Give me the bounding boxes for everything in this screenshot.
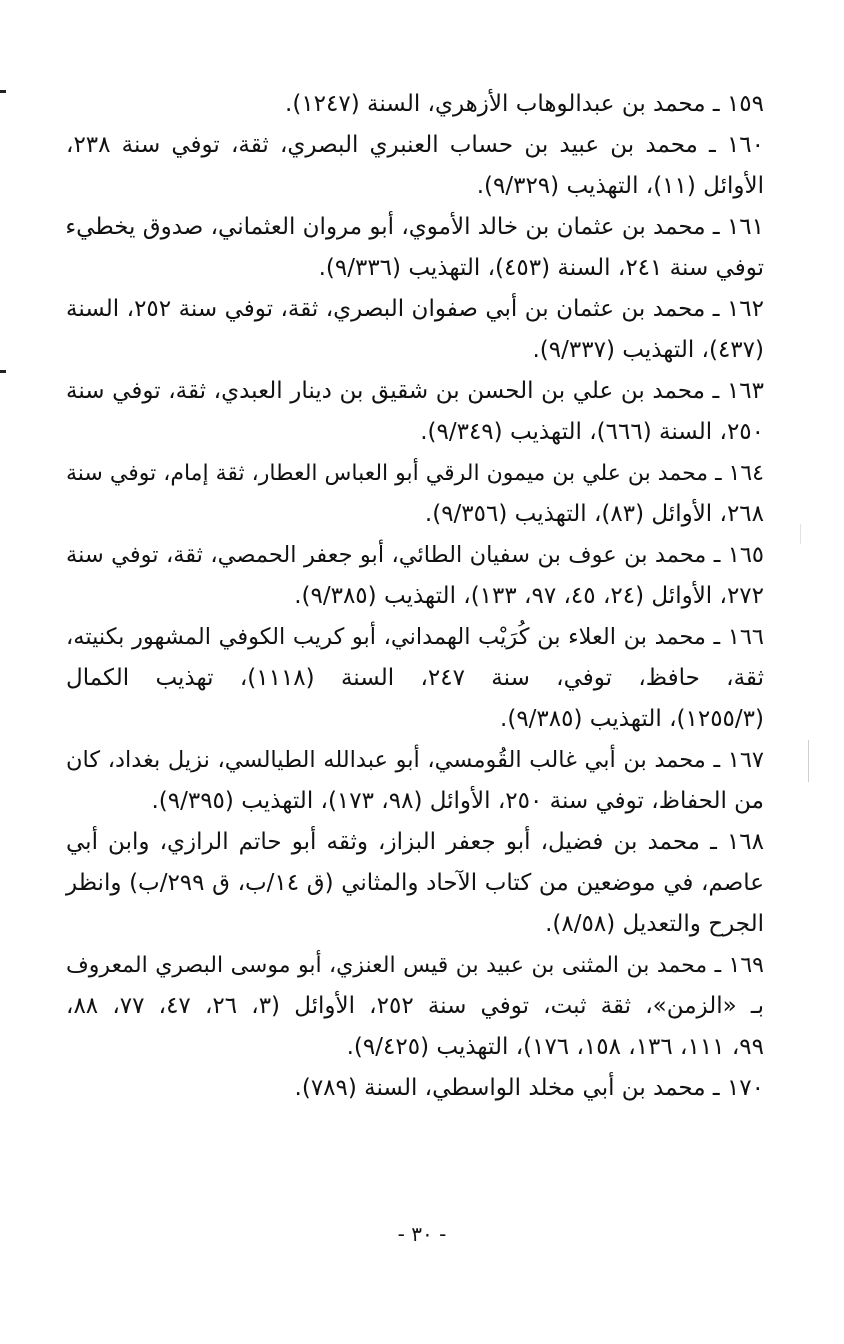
text-line: ٢٧٢، الأوائل (٢٤، ٤٥، ٩٧، ١٣٣)، التهذيب (٩/٣٨٥). [294,583,764,609]
text-line: ١٦٧ ـ محمد بن أبي غالب القُومسي، أبو عبدالله الطيالسي، نزيل بغداد، كان [66,747,764,773]
text-line: ١٦٤ ـ محمد بن علي بن ميمون الرقي أبو العباس العطار، ثقة إمام، توفي سنة [66,461,764,486]
text-line: توفي سنة ٢٤١، السنة (٤٥٣)، التهذيب (٩/٣٣٦). [318,255,764,281]
text-line: ١٦٥ ـ محمد بن عوف بن سفيان الطائي، أبو جعفر الحمصي، ثقة، توفي سنة [66,542,764,568]
scan-artifact [800,524,801,544]
scan-edge-mark [0,90,6,93]
text-line: ١٦٦ ـ محمد بن العلاء بن كُرَيْب الهمداني، أبو كريب الكوفي المشهور بكنيته، [66,624,764,650]
scan-artifact [808,740,809,782]
text-line: ٢٦٨، الأوائل (٨٣)، التهذيب (٩/٣٥٦). [424,501,764,527]
text-line: ٩٩، ١١١، ١٣٦، ١٥٨، ١٧٦)، التهذيب (٩/٤٢٥). [346,1034,764,1060]
text-line: ١٦٩ ـ محمد بن المثنى بن عبيد بن قيس العنزي، أبو موسى البصري المعروف [66,953,764,978]
text-line: ٢٥٠، السنة (٦٦٦)، التهذيب (٩/٣٤٩). [420,419,764,445]
text-line: (٤٣٧)، التهذيب (٩/٣٣٧). [532,337,764,363]
text-line: عاصم، في موضعين من كتاب الآحاد والمثاني (ق ١٤/ب، ق ٢٩٩/ب) وانظر [66,870,764,896]
text-line: الجرح والتعديل (٨/٥٨). [545,911,764,937]
text-line: من الحفاظ، توفي سنة ٢٥٠، الأوائل (٩٨، ١٧٣)، التهذيب (٩/٣٩٥). [151,788,764,814]
scan-edge-mark [0,370,6,373]
text-line: ١٦٢ ـ محمد بن عثمان بن أبي صفوان البصري، ثقة، توفي سنة ٢٥٢، السنة [66,296,765,322]
body-text [66,84,764,1109]
text-line: بـ «الزمن»، ثقة ثبت، توفي سنة ٢٥٢، الأوائل (٣، ٢٦، ٤٧، ٧٧، ٨٨، [66,993,765,1019]
text-line: ١٦٠ ـ محمد بن عبيد بن حساب العنبري البصري، ثقة، توفي سنة ٢٣٨، [66,132,764,158]
text-line: (١٢٥٥/٣)، التهذيب (٩/٣٨٥). [500,706,764,732]
text-line: ثقة، حافظ، توفي، سنة ٢٤٧، السنة (١١١٨)، تهذيب الكمال [66,665,764,691]
text-line: الأوائل (١١)، التهذيب (٩/٣٢٩). [476,173,764,199]
text-line: ١٦١ ـ محمد بن عثمان بن خالد الأموي، أبو مروان العثماني، صدوق يخطيء [65,214,764,240]
page-number: - ٣٠ - [397,1222,447,1246]
text-line: ١٦٣ ـ محمد بن علي بن الحسن بن شقيق بن دينار العبدي، ثقة، توفي سنة [66,378,764,404]
text-line: ١٦٨ ـ محمد بن فضيل، أبو جعفر البزاز، وثقه أبو حاتم الرازي، وابن أبي [66,829,764,855]
text-line: ١٧٠ ـ محمد بن أبي مخلد الواسطي، السنة (٧٨٩). [294,1075,764,1101]
text-line: ١٥٩ ـ محمد بن عبدالوهاب الأزهري، السنة (١٢٤٧). [285,91,764,117]
